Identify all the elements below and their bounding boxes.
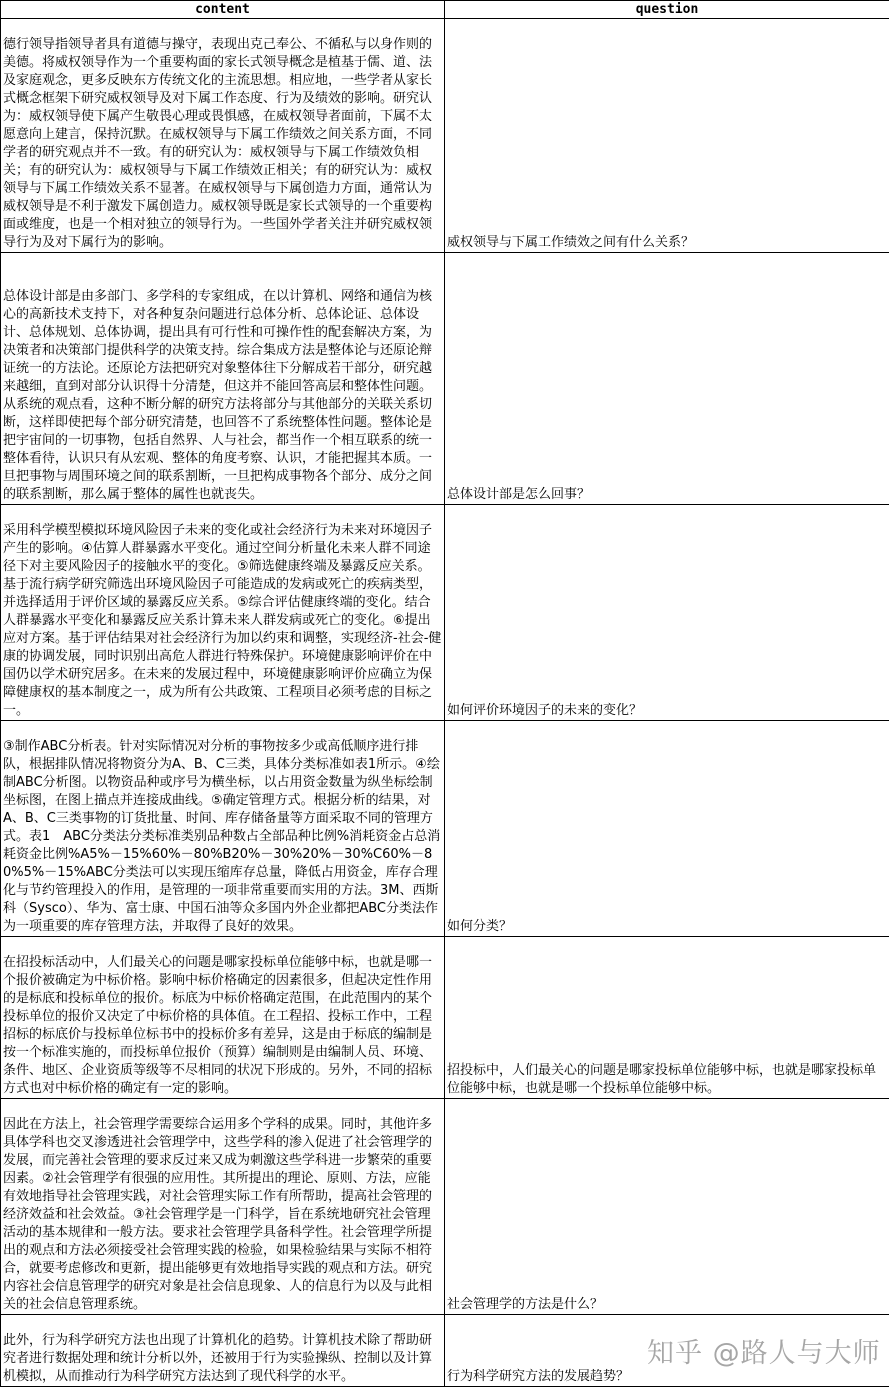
content-cell[interactable]: 总体设计部是由多部门、多学科的专家组成，在以计算机、网络和通信为核心的高新技术支持下，对各种复杂问题进行总体分析、总体论证、总体设计、总体规划、总体协调，提出具有可行性和可操作性的配套解决方案，为决策者和决策部门提供科学的决策支持。综合集成方法是整体论与还原论辩证统一的方法论。还原论方法把研究对象整体往下分解成若干部分，研究越来越细，直到对部分认识得十分清楚，但这并不能回答高层和整体性问题。从系统的观点看，这种不断分解的研究方法将部分与其他部分的关联关系切断，这样即使把每个部分研究清楚，也回答不了系统整体性问题。整体论是把宇宙间的一切事物，包括自然界、人与社会，都当作一个相互联系的统一整体看待，认识只有从宏观、整体的角度考察、认识，才能把握其本质。一旦把事物与周围环境之间的联系割断，一旦把构成事物各个部分、成分之间的联系割断，那么属于整体的属性也就丧失。 [1,253,445,505]
column-header-content[interactable]: content [1,1,445,19]
question-cell[interactable]: 威权领导与下属工作绩效之间有什么关系？ [445,19,889,253]
table-row [1,253,889,505]
table-row [1,505,889,721]
table-row [1,1315,889,1387]
question-cell[interactable]: 社会管理学的方法是什么？ [445,1099,889,1315]
content-cell[interactable]: 在招投标活动中，人们最关心的问题是哪家投标单位能够中标，也就是哪一个报价被确定为中标价格。影响中标价格确定的因素很多，但起决定性作用的是标底和投标单位的报价。标底为中标价格确定范围，在此范围内的某个投标单位的报价又决定了中标价格的具体值。在工程招、投标工作中，工程招标的标底价与投标单位标书中的投标价多有差异，这是由于标底的编制是按一个标准实施的，而投标单位报价（预算）编制则是由编制人员、环境、条件、地区、企业资质等级等不尽相同的状况下形成的。另外，不同的招标方式也对中标价格的确定有一定的影响。 [1,937,445,1099]
watermark: 知乎 @路人与大师 [647,1338,881,1369]
content-cell[interactable]: 采用科学模型模拟环境风险因子未来的变化或社会经济行为未来对环境因子产生的影响。④估算人群暴露水平变化。通过空间分析量化未来人群不同途径下对主要风险因子的接触水平的变化。⑤筛选健康终端及暴露反应关系。基于流行病学研究筛选出环境风险因子可能造成的发病或死亡的疾病类型，并选择适用于评价区域的暴露反应关系。⑤综合评估健康终端的变化。结合人群暴露水平变化和暴露反应关系计算未来人群发病或死亡的变化。⑥提出应对方案。基于评估结果对社会经济行为加以约束和调整，实现经济-社会-健康的协调发展，同时识别出高危人群进行特殊保护。环境健康影响评价在中国仍以学术研究居多。在未来的发展过程中，环境健康影响评价应确立为保障健康权的基本制度之一，成为所有公共政策、工程项目必须考虑的目标之一。 [1,505,445,721]
column-header-question[interactable]: question [445,1,889,19]
content-cell[interactable]: 德行领导指领导者具有道德与操守，表现出克己奉公、不循私与以身作则的美德。将威权领导作为一个重要构面的家长式领导概念是植基于儒、道、法及家庭观念，更多反映东方传统文化的主流思想。相应地，一些学者从家长式概念框架下研究威权领导及对下属工作态度、行为及绩效的影响。研究认为：威权领导使下属产生敬畏心理或畏惧感，在威权领导者面前，下属不太愿意向上建言，保持沉默。在威权领导与下属工作绩效之间关系方面，不同学者的研究观点并不一致。有的研究认为：威权领导与下属工作绩效负相关；有的研究认为：威权领导与下属工作绩效正相关；有的研究认为：威权领导与下属工作绩效关系不显著。在威权领导与下属创造力方面，通常认为威权领导是不利于激发下属创造力。威权领导既是家长式领导的一个重要构面或维度，也是一个相对独立的领导行为。一些国外学者关注并研究威权领导行为及对下属行为的影响。 [1,19,445,253]
question-cell[interactable]: 如何分类？ [445,721,889,937]
content-cell[interactable]: 因此在方法上，社会管理学需要综合运用多个学科的成果。同时，其他许多具体学科也交叉渗透进社会管理学中，这些学科的渗入促进了社会管理学的发展，而完善社会管理的要求反过来又成为刺激这些学科进一步繁荣的重要因素。②社会管理学有很强的应用性。其所提出的理论、原则、方法，应能有效地指导社会管理实践，对社会管理实际工作有所帮助，提高社会管理的经济效益和社会效益。③社会管理学是一门科学，旨在系统地研究社会管理活动的基本规律和一般方法。要求社会管理学具备科学性。社会管理学所提出的观点和方法必须接受社会管理实践的检验，如果检验结果与实际不相符合，就要考虑修改和更新，提出能够更有效地指导实践的观点和方法。研究内容社会信息管理学的研究对象是社会信息现象、人的信息行为以及与此相关的社会信息管理系统。 [1,1099,445,1315]
content-cell[interactable]: ③制作ABC分析表。针对实际情况对分析的事物按多少或高低顺序进行排队，根据排队情况将物资分为A、B、C三类，具体分类标准如表1所示。④绘制ABC分析图。以物资品种或序号为横坐标，以占用资金数量为纵坐标绘制坐标图，在图上描点并连接成曲线。⑤确定管理方式。根据分析的结果，对A、B、C三类事物的订货批量、时间、库存储备量等方面采取不同的管理方式。表1 ABC分类法分类标准类别品种数占全部品种比例%消耗资金占总消耗资金比例%A5%－15%60%－80%B20%－30%20%－30%C60%－80%5%－15%ABC分类法可以实现压缩库存总量，降低占用资金，库存合理化与节约管理投入的作用，是管理的一项非常重要而实用的方法。3M、西斯科（Sysco）、华为、富士康、中国石油等众多国内外企业都把ABC分类法作为一项重要的库存管理方法，并取得了良好的效果。 [1,721,445,937]
question-cell[interactable]: 招投标中，人们最关心的问题是哪家投标单位能够中标，也就是哪家投标单位能够中标，也就是哪一个投标单位能够中标。 [445,937,889,1099]
question-cell[interactable]: 行为科学研究方法的发展趋势？ [445,1315,889,1387]
table-row [1,937,889,1099]
question-cell[interactable]: 总体设计部是怎么回事？ [445,253,889,505]
header-row [1,1,889,19]
table-row [1,721,889,937]
question-cell[interactable]: 如何评价环境因子的未来的变化？ [445,505,889,721]
table-row [1,1099,889,1315]
table-row [1,19,889,253]
content-cell[interactable]: 此外，行为科学研究方法也出现了计算机化的趋势。计算机技术除了帮助研究者进行数据处理和统计分析以外，还被用于行为实验操纵、控制以及计算机模拟，从而推动行为科学研究方法达到了现代科学的水平。 [1,1315,445,1387]
